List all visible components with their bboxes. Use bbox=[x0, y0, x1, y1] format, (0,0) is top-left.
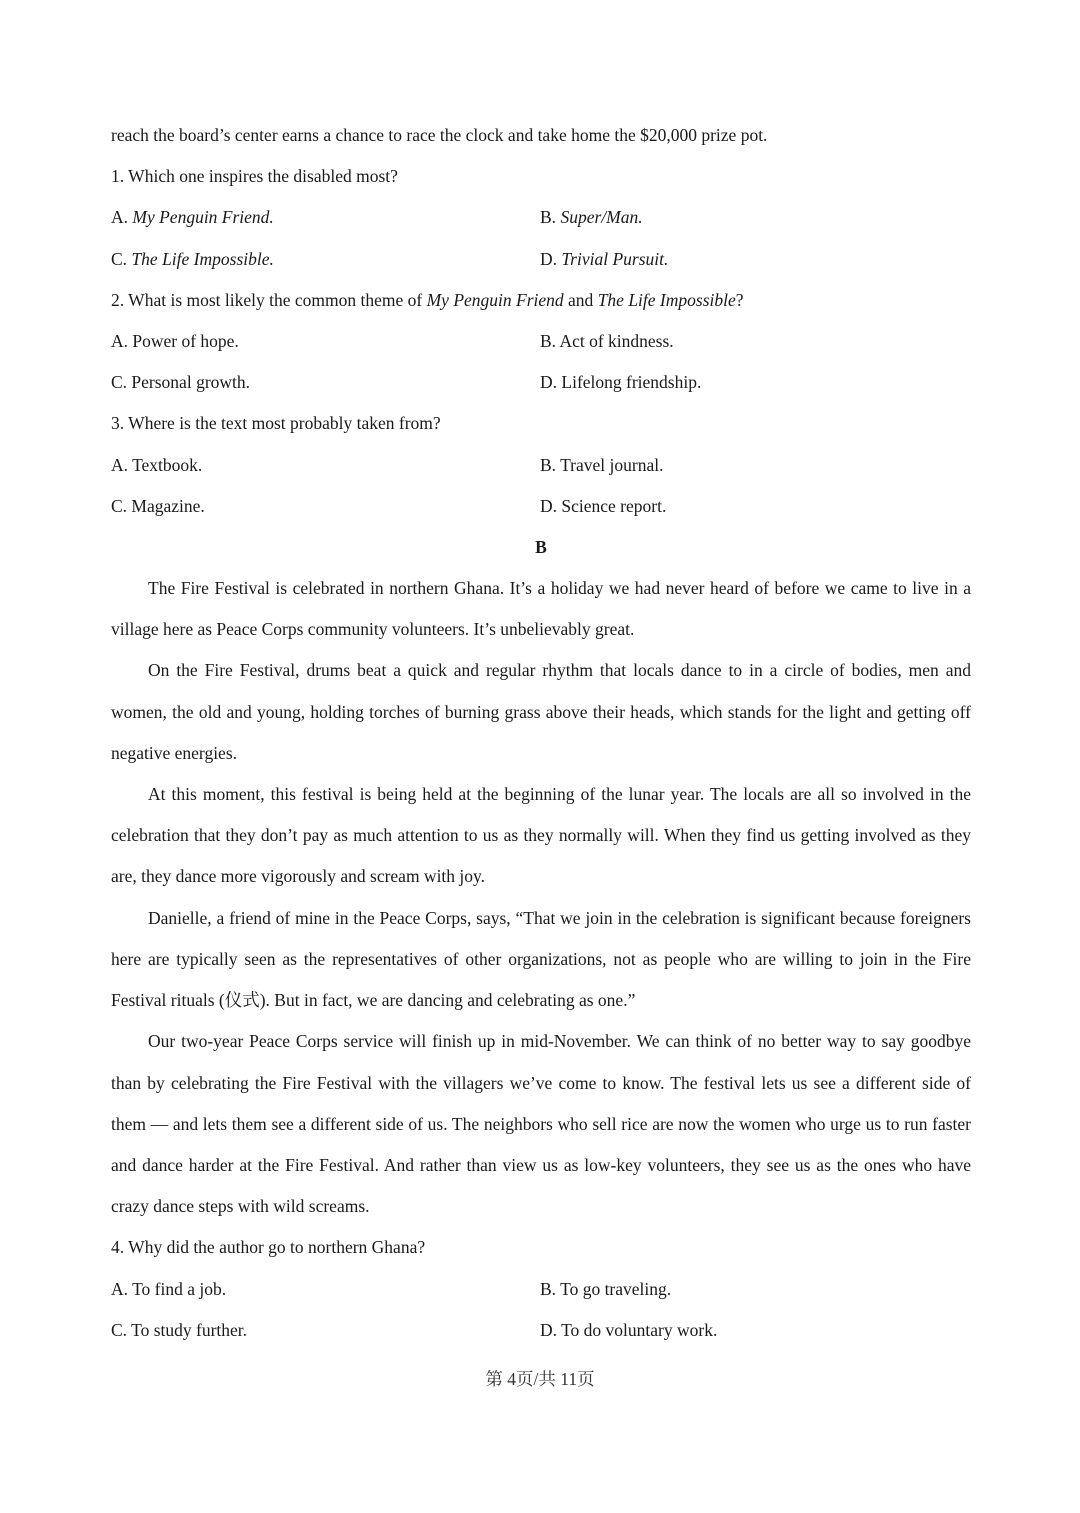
passage-a-tail: reach the board’s center earns a chance to race the clock and take home the $20,000 prize pot. bbox=[111, 125, 768, 145]
question-3-option-b: B. Travel journal. bbox=[540, 454, 664, 475]
question-2-options-row-2 bbox=[111, 362, 971, 403]
passage-b-paragraph-5: Our two-year Peace Corps service will finish up in mid-November. We can think of no better way to say goodbye than by celebrating the Fire Festival with the villagers we’ve come to know. The festival lets us see a different side of them — and lets them see a different side of us. The neighbors who sell rice are now the women who urge us to run faster and dance harder at the Fire Festival. And rather than view us as low-key volunteers, they see us as the ones who have crazy dance steps with wild screams. bbox=[111, 1031, 971, 1217]
question-2-option-d: D. Lifelong friendship. bbox=[540, 372, 702, 393]
passage-b-paragraph-1: The Fire Festival is celebrated in northern Ghana. It’s a holiday we had never heard of before we came to live in a village here as Peace Corps community volunteers. It’s unbelievably great. bbox=[111, 578, 971, 640]
question-3-option-d: D. Science report. bbox=[540, 495, 667, 516]
passage-b-paragraph-2: On the Fire Festival, drums beat a quick and regular rhythm that locals dance to in a circle of bodies, men and women, the old and young, holding torches of burning grass above their heads, which stands for the light and getting off negative energies. bbox=[111, 660, 971, 763]
question-3-options-row-2 bbox=[111, 486, 971, 527]
question-3-option-c: C. Magazine. bbox=[111, 495, 205, 516]
section-b-heading: B bbox=[535, 536, 547, 557]
question-1-option-a: A. My Penguin Friend. bbox=[111, 207, 274, 228]
question-1-options-row-1 bbox=[111, 197, 971, 238]
question-2-stem: 2. What is most likely the common theme of My Penguin Friend and The Life Impossible? bbox=[111, 289, 744, 310]
question-2-option-b: B. Act of kindness. bbox=[540, 330, 674, 351]
question-1-stem: 1. Which one inspires the disabled most? bbox=[111, 166, 398, 187]
question-3-options-row-1 bbox=[111, 445, 971, 486]
exam-page-content bbox=[111, 115, 971, 1351]
question-1-option-b: B. Super/Man. bbox=[540, 207, 643, 228]
question-1-options-row-2 bbox=[111, 239, 971, 280]
question-2-option-c: C. Personal growth. bbox=[111, 372, 251, 393]
question-4-option-d: D. To do voluntary work. bbox=[540, 1319, 718, 1340]
question-3-option-a: A. Textbook. bbox=[111, 454, 203, 475]
passage-b-paragraph-4: Danielle, a friend of mine in the Peace Corps, says, “That we join in the celebration is significant because foreigners here are typically seen as the representatives of other organizations, not as people who are willing to join in the Fire Festival rituals (仪式). But in fact, we are dancing and celebrating as one.” bbox=[111, 907, 971, 1011]
passage-b-paragraph-3: At this moment, this festival is being held at the beginning of the lunar year. The locals are all so involved in the celebration that they don’t pay as much attention to us as they normally will. When they find us getting involved as they are, they dance more vigorously and scream with joy. bbox=[111, 784, 971, 887]
question-4-stem: 4. Why did the author go to northern Ghana? bbox=[111, 1237, 426, 1258]
question-4-option-c: C. To study further. bbox=[111, 1319, 248, 1340]
question-1-option-d: D. Trivial Pursuit. bbox=[540, 248, 669, 269]
question-4-option-a: A. To find a job. bbox=[111, 1278, 227, 1299]
question-2-options-row-1 bbox=[111, 321, 971, 362]
question-4-options-row-2 bbox=[111, 1310, 971, 1351]
question-4-options-row-1 bbox=[111, 1269, 971, 1310]
question-4-option-b: B. To go traveling. bbox=[540, 1278, 672, 1299]
question-2-option-a: A. Power of hope. bbox=[111, 330, 239, 351]
page-number-footer: 第 4页/共 11页 bbox=[485, 1369, 595, 1389]
question-3-stem: 3. Where is the text most probably taken from? bbox=[111, 413, 441, 434]
question-1-option-c: C. The Life Impossible. bbox=[111, 248, 274, 269]
